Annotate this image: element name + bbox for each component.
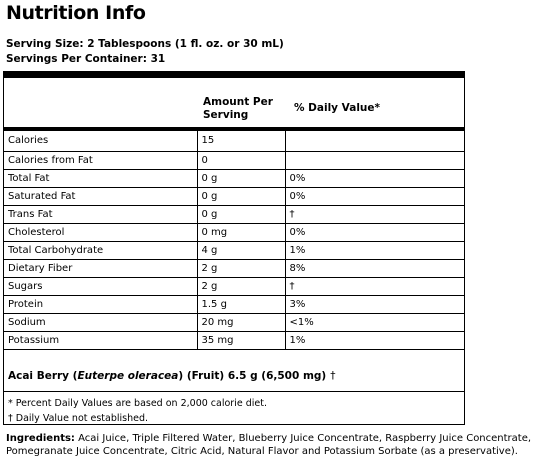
nutrient-name: Cholesterol	[4, 223, 197, 241]
amount-per-serving-header: Amount Per Serving	[203, 96, 273, 121]
nutrient-daily-value: 3%	[285, 295, 464, 313]
nutrient-name: Sugars	[4, 277, 197, 295]
table-row	[4, 131, 464, 151]
ingredients-label: Ingredients:	[6, 433, 75, 444]
table-row	[4, 331, 464, 349]
nutrient-amount: 0	[197, 151, 285, 169]
table-row	[4, 241, 464, 259]
nutrient-daily-value: †	[285, 277, 464, 295]
nutrient-amount: 15	[197, 131, 285, 151]
footnote-divider	[4, 391, 464, 392]
nutrient-name: Sodium	[4, 313, 197, 331]
footnote-percent: * Percent Daily Values are based on 2,000 calorie diet.	[8, 398, 267, 409]
nutrient-amount: 0 g	[197, 205, 285, 223]
nutrient-amount: 20 mg	[197, 313, 285, 331]
nutrient-daily-value: †	[285, 205, 464, 223]
ingredients-text: Acai Juice, Triple Filtered Water, Blueberry Juice Concentrate, Raspberry Juice Concentrate, Pomegranate Juice Concentrate, Citric Acid, Natural Flavor and Potassium Sorbate (as a preservative).	[6, 433, 532, 457]
nutrient-daily-value: 8%	[285, 259, 464, 277]
nutrient-name: Protein	[4, 295, 197, 313]
nutrient-amount: 35 mg	[197, 331, 285, 349]
nutrient-name: Potassium	[4, 331, 197, 349]
table-row	[4, 313, 464, 331]
nutrient-daily-value: 0%	[285, 169, 464, 187]
nutrient-name: Total Fat	[4, 169, 197, 187]
daily-value-header: % Daily Value*	[294, 102, 380, 114]
dagger-mark: †	[330, 370, 336, 382]
latin-name: Euterpe oleracea	[77, 370, 179, 382]
servings-per-container: Servings Per Container: 31	[6, 53, 166, 65]
nutrient-name: Calories	[4, 131, 197, 151]
footnote-dagger: † Daily Value not established.	[8, 413, 149, 424]
table-row	[4, 187, 464, 205]
nutrient-amount: 2 g	[197, 277, 285, 295]
table-row	[4, 151, 464, 169]
nutrient-name: Total Carbohydrate	[4, 241, 197, 259]
acai-berry-row: Acai Berry (Euterpe oleracea) (Fruit) 6.5 g (6,500 mg) †	[8, 370, 336, 382]
nutrient-table	[4, 131, 464, 350]
table-row	[4, 205, 464, 223]
nutrient-daily-value: 1%	[285, 331, 464, 349]
nutrient-amount: 1.5 g	[197, 295, 285, 313]
page-title: Nutrition Info	[6, 2, 146, 24]
table-row	[4, 277, 464, 295]
nutrient-name: Dietary Fiber	[4, 259, 197, 277]
nutrient-daily-value: 1%	[285, 241, 464, 259]
nutrient-amount: 0 g	[197, 169, 285, 187]
nutrient-name: Saturated Fat	[4, 187, 197, 205]
nutrient-daily-value: <1%	[285, 313, 464, 331]
nutrient-daily-value	[285, 151, 464, 169]
nutrient-name: Trans Fat	[4, 205, 197, 223]
nutrient-amount: 2 g	[197, 259, 285, 277]
nutrient-amount: 4 g	[197, 241, 285, 259]
nutrient-daily-value: 0%	[285, 187, 464, 205]
nutrient-daily-value	[285, 131, 464, 151]
table-row	[4, 223, 464, 241]
serving-size: Serving Size: 2 Tablespoons (1 fl. oz. or 30 mL)	[6, 38, 284, 50]
nutrient-name: Calories from Fat	[4, 151, 197, 169]
nutrition-panel	[3, 71, 465, 425]
table-row	[4, 259, 464, 277]
ingredients	[6, 432, 546, 458]
nutrient-amount: 0 g	[197, 187, 285, 205]
table-row	[4, 169, 464, 187]
table-row	[4, 295, 464, 313]
nutrient-amount: 0 mg	[197, 223, 285, 241]
nutrient-daily-value: 0%	[285, 223, 464, 241]
